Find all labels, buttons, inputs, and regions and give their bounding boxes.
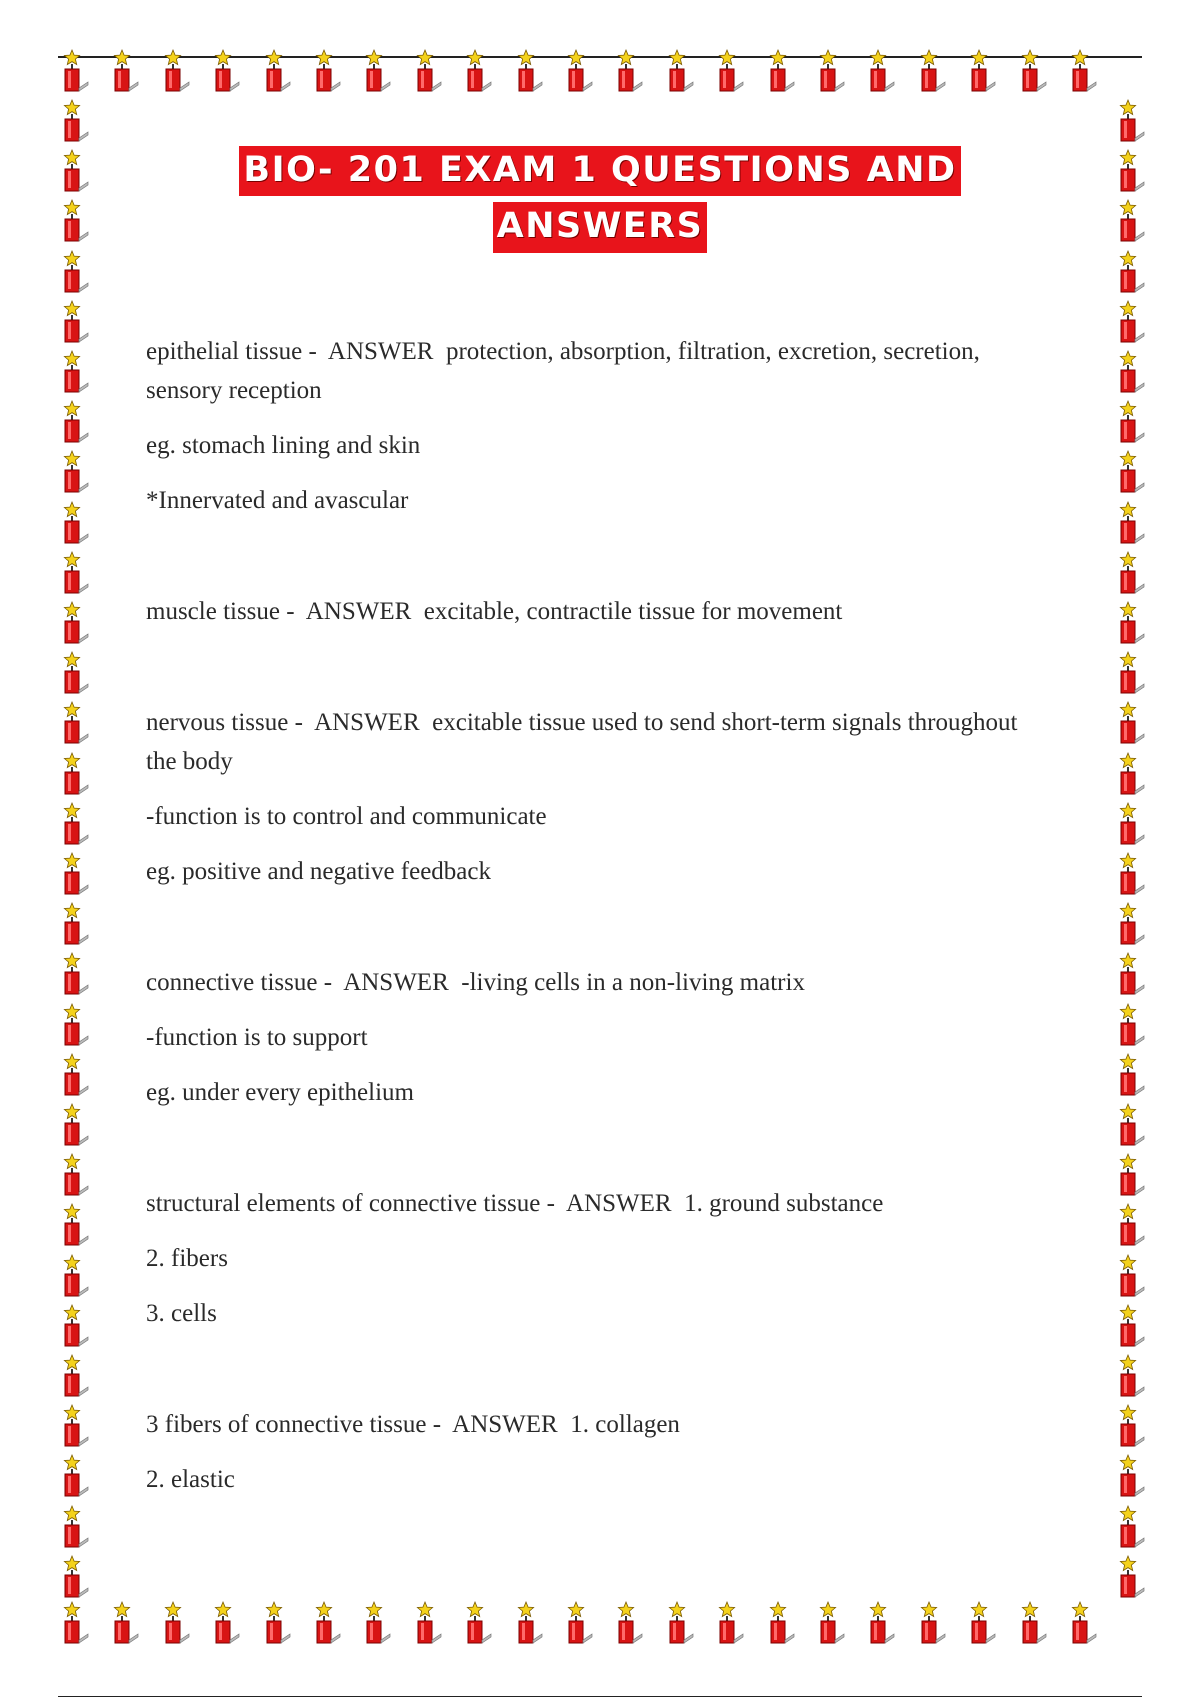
qa-entry-structural-elements	[146, 1184, 1046, 1223]
candle-with-star-icon	[1120, 351, 1144, 392]
candle-with-star-icon	[165, 50, 189, 91]
candle-with-star-icon	[1120, 1305, 1144, 1346]
candle-with-star-icon	[1120, 753, 1144, 794]
candle-with-star-icon	[870, 1602, 894, 1643]
candle-with-star-icon	[417, 50, 441, 91]
candle-with-star-icon	[1120, 1004, 1144, 1045]
candle-with-star-icon	[64, 1455, 88, 1496]
candle-with-star-icon	[64, 451, 88, 492]
candle-with-star-icon	[618, 1602, 642, 1643]
candle-with-star-icon	[1120, 301, 1144, 342]
document-title	[160, 146, 1040, 253]
question-term: 3 fibers of connective tissue	[146, 1411, 427, 1438]
candle-with-star-icon	[1120, 100, 1144, 141]
qa-entry-fibers	[146, 1405, 1046, 1444]
candle-with-star-icon	[1120, 1054, 1144, 1095]
candle-with-star-icon	[64, 602, 88, 643]
candle-with-star-icon	[64, 1104, 88, 1145]
candle-with-star-icon	[467, 50, 491, 91]
separator: -	[280, 598, 306, 625]
qa-list	[146, 332, 1046, 1499]
candle-with-star-icon	[64, 251, 88, 292]
candle-with-star-icon	[114, 1602, 138, 1643]
candle-with-star-icon	[1120, 1556, 1144, 1597]
candle-with-star-icon	[1022, 50, 1046, 91]
candle-with-star-icon	[64, 853, 88, 894]
question-term: connective tissue	[146, 969, 318, 996]
question-term: epithelial tissue	[146, 338, 303, 365]
candle-with-star-icon	[1120, 552, 1144, 593]
separator: -	[317, 969, 344, 996]
candle-with-star-icon	[1120, 502, 1144, 543]
candle-with-star-icon	[1120, 150, 1144, 191]
candle-with-star-icon	[64, 1004, 88, 1045]
candle-with-star-icon	[64, 702, 88, 743]
candle-with-star-icon	[820, 1602, 844, 1643]
question-term: structural elements of connective tissue	[146, 1190, 541, 1217]
note-line: *Innervated and avascular	[146, 487, 409, 514]
separator: -	[288, 709, 315, 736]
candle-with-star-icon	[971, 50, 995, 91]
candle-with-star-icon	[64, 552, 88, 593]
answer-text: excitable, contractile tissue for movement	[423, 598, 843, 625]
answer-label: ANSWER	[327, 338, 434, 365]
candle-with-star-icon	[366, 50, 390, 91]
candle-with-star-icon	[1120, 200, 1144, 241]
candle-with-star-icon	[64, 953, 88, 994]
candle-with-star-icon	[719, 1602, 743, 1643]
candle-with-star-icon	[1120, 401, 1144, 442]
candle-with-star-icon	[669, 1602, 693, 1643]
answer-label: ANSWER	[305, 598, 412, 625]
candle-with-star-icon	[64, 200, 88, 241]
candle-with-star-icon	[1120, 451, 1144, 492]
candle-with-star-icon	[215, 50, 239, 91]
candle-with-star-icon	[1120, 903, 1144, 944]
candle-with-star-icon	[518, 50, 542, 91]
note-line: 3. cells	[146, 1300, 217, 1327]
candle-with-star-icon	[266, 50, 290, 91]
candle-with-star-icon	[64, 1405, 88, 1446]
candle-with-star-icon	[64, 1154, 88, 1195]
candle-with-star-icon	[1120, 251, 1144, 292]
candle-with-star-icon	[1120, 1405, 1144, 1446]
candle-with-star-icon	[669, 50, 693, 91]
candle-with-star-icon	[64, 1355, 88, 1396]
candle-with-star-icon	[64, 1204, 88, 1245]
candle-with-star-icon	[417, 1602, 441, 1643]
candle-with-star-icon	[366, 1602, 390, 1643]
answer-text: -living cells in a non-living matrix	[461, 969, 805, 996]
candle-with-star-icon	[215, 1602, 239, 1643]
title-line-2: ANSWERS	[493, 202, 708, 252]
qa-entry-connective	[146, 963, 1046, 1002]
title-line-1: BIO- 201 EXAM 1 QUESTIONS AND	[239, 146, 960, 196]
candle-with-star-icon	[1022, 1602, 1046, 1643]
candle-with-star-icon	[1120, 652, 1144, 693]
candle-with-star-icon	[64, 652, 88, 693]
candle-with-star-icon	[1120, 1255, 1144, 1296]
candle-with-star-icon	[1120, 1154, 1144, 1195]
candle-with-star-icon	[1120, 1455, 1144, 1496]
candle-with-star-icon	[568, 1602, 592, 1643]
candle-with-star-icon	[1072, 1602, 1096, 1643]
candle-with-star-icon	[266, 1602, 290, 1643]
candle-with-star-icon	[64, 1602, 88, 1643]
candle-with-star-icon	[1120, 853, 1144, 894]
answer-label: ANSWER	[566, 1190, 672, 1217]
answer-label: ANSWER	[314, 709, 420, 736]
answer-label: ANSWER	[343, 969, 449, 996]
qa-entry-epithelial	[146, 332, 1046, 410]
candle-with-star-icon	[64, 1305, 88, 1346]
candle-with-star-icon	[1120, 602, 1144, 643]
candle-with-star-icon	[64, 100, 88, 141]
answer-text: protection, absorption, filtration, excretion, secretion, sensory reception	[146, 338, 980, 404]
question-term: nervous tissue	[146, 709, 289, 736]
note-line: eg. stomach lining and skin	[146, 432, 421, 459]
candle-with-star-icon	[770, 50, 794, 91]
candle-with-star-icon	[1120, 953, 1144, 994]
candle-with-star-icon	[820, 50, 844, 91]
note-line: 2. fibers	[146, 1245, 228, 1272]
candle-with-star-icon	[568, 50, 592, 91]
candle-with-star-icon	[770, 1602, 794, 1643]
candle-with-star-icon	[1120, 1104, 1144, 1145]
separator: -	[426, 1411, 453, 1438]
qa-entry-muscle	[146, 592, 1046, 631]
candle-with-star-icon	[518, 1602, 542, 1643]
candle-with-star-icon	[316, 1602, 340, 1643]
note-line: eg. positive and negative feedback	[146, 858, 491, 885]
note-line: eg. under every epithelium	[146, 1079, 414, 1106]
candle-with-star-icon	[1120, 803, 1144, 844]
answer-text: 1. collagen	[570, 1411, 680, 1438]
candle-with-star-icon	[64, 1054, 88, 1095]
candle-with-star-icon	[870, 50, 894, 91]
candle-with-star-icon	[971, 1602, 995, 1643]
candle-with-star-icon	[1120, 1506, 1144, 1547]
candle-with-star-icon	[1120, 702, 1144, 743]
candle-with-star-icon	[64, 301, 88, 342]
answer-text: 1. ground substance	[684, 1190, 884, 1217]
candle-with-star-icon	[64, 1255, 88, 1296]
answer-label: ANSWER	[452, 1411, 558, 1438]
answer-text: excitable tissue used to send short-term signals throughout the body	[146, 709, 1018, 775]
qa-entry-nervous	[146, 703, 1046, 781]
candle-with-star-icon	[64, 903, 88, 944]
candle-with-star-icon	[64, 502, 88, 543]
question-term: muscle tissue	[146, 598, 281, 625]
candle-with-star-icon	[1072, 50, 1096, 91]
candle-with-star-icon	[64, 50, 88, 91]
candle-with-star-icon	[64, 803, 88, 844]
candle-with-star-icon	[64, 1506, 88, 1547]
separator: -	[540, 1190, 567, 1217]
separator: -	[302, 338, 328, 365]
candle-with-star-icon	[921, 1602, 945, 1643]
candle-with-star-icon	[316, 50, 340, 91]
candle-with-star-icon	[64, 351, 88, 392]
candle-with-star-icon	[64, 150, 88, 191]
candle-with-star-icon	[921, 50, 945, 91]
candle-with-star-icon	[64, 753, 88, 794]
candle-with-star-icon	[719, 50, 743, 91]
note-line: -function is to control and communicate	[146, 803, 547, 830]
candle-with-star-icon	[64, 401, 88, 442]
note-line: 2. elastic	[146, 1466, 235, 1493]
note-line: -function is to support	[146, 1024, 368, 1051]
candle-with-star-icon	[467, 1602, 491, 1643]
candle-with-star-icon	[618, 50, 642, 91]
candle-with-star-icon	[1120, 1204, 1144, 1245]
candle-with-star-icon	[114, 50, 138, 91]
candle-with-star-icon	[165, 1602, 189, 1643]
candle-with-star-icon	[1120, 1355, 1144, 1396]
candle-with-star-icon	[64, 1556, 88, 1597]
